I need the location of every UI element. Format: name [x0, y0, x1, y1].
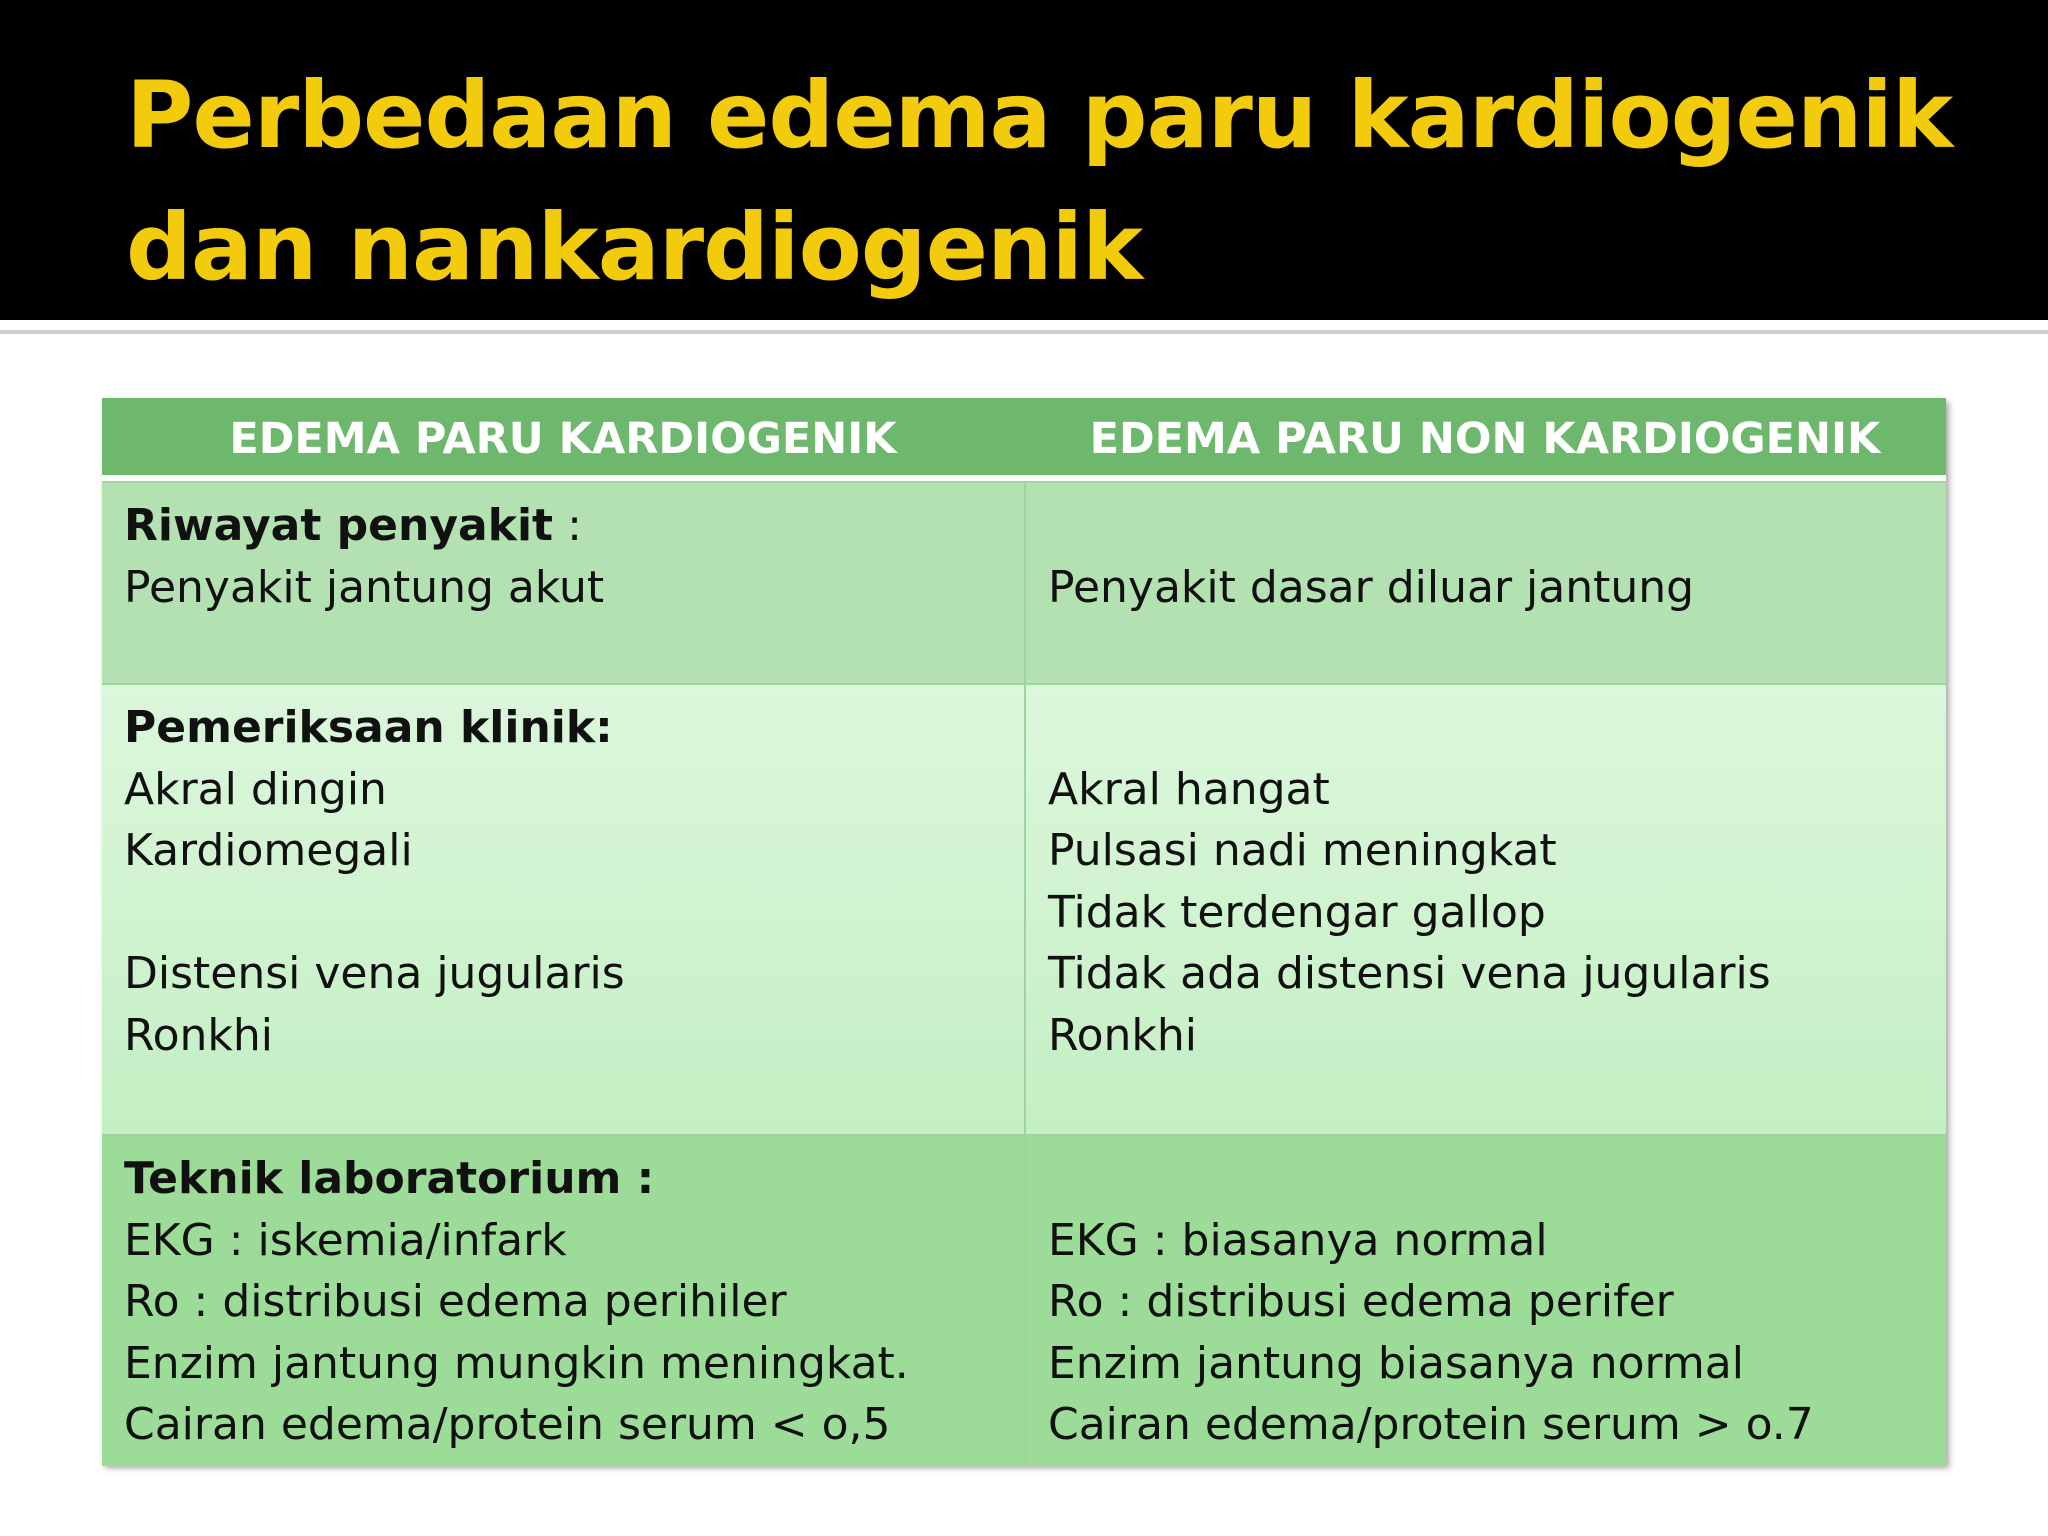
header-non-cardiogenic: EDEMA PARU NON KARDIOGENIK — [1089, 414, 1881, 464]
cell-line: Tidak terdengar gallop — [1048, 886, 1546, 938]
cell-cardiogenic-pemeriksaan — [102, 685, 1024, 1134]
slide-title-line-1: Perbedaan edema paru kardiogenik — [126, 62, 1953, 169]
cell-line: Distensi vena jugularis — [124, 948, 625, 999]
cell-line: EKG : iskemia/infark — [124, 1214, 567, 1266]
cell-line — [124, 882, 1004, 944]
table-row-laboratorium — [102, 1134, 1946, 1466]
slide-title-line-2: dan nankardiogenik — [126, 194, 1143, 301]
table-header — [102, 398, 1946, 481]
title-divider — [0, 330, 2048, 334]
comparison-table — [102, 398, 1946, 1464]
cell-line: Cairan edema/protein serum < o,5 — [124, 1399, 891, 1450]
header-cardiogenic: EDEMA PARU KARDIOGENIK — [229, 414, 897, 464]
cell-non-cardiogenic-riwayat — [1024, 483, 1946, 683]
cell-line: Ronkhi — [124, 1009, 273, 1061]
cell-line: EKG : biasanya normal — [1048, 1214, 1548, 1266]
cell-spacer-line — [1048, 1148, 1926, 1210]
title-bar — [0, 0, 2048, 320]
cell-heading-line — [124, 495, 1004, 557]
cell-heading: Pemeriksaan klinik: — [124, 702, 613, 753]
cell-heading-suffix: : — [553, 500, 582, 551]
cell-line: Tidak ada distensi vena jugularis — [1048, 948, 1771, 999]
cell-non-cardiogenic-pemeriksaan — [1024, 685, 1946, 1134]
table-row-riwayat — [102, 481, 1946, 683]
cell-cardiogenic-laboratorium — [102, 1136, 1024, 1466]
cell-spacer-line — [1048, 495, 1926, 557]
cell-line: Penyakit jantung akut — [124, 561, 605, 613]
cell-line: Akral dingin — [124, 763, 387, 815]
cell-cardiogenic-riwayat — [102, 483, 1024, 683]
slide-title — [126, 50, 2006, 314]
cell-line: Kardiomegali — [124, 825, 413, 876]
cell-non-cardiogenic-laboratorium — [1024, 1136, 1946, 1466]
cell-heading: Riwayat penyakit — [124, 500, 554, 551]
table-row-pemeriksaan — [102, 683, 1946, 1134]
cell-line: Ronkhi — [1048, 1009, 1197, 1061]
cell-spacer-line — [1048, 697, 1926, 759]
cell-line: Pulsasi nadi meningkat — [1048, 825, 1557, 876]
cell-line: Enzim jantung biasanya normal — [1048, 1337, 1744, 1389]
cell-line: Cairan edema/protein serum > o.7 — [1048, 1399, 1814, 1450]
cell-line: Ro : distribusi edema perihiler — [124, 1276, 787, 1327]
cell-line: Akral hangat — [1048, 763, 1330, 815]
cell-heading: Teknik laboratorium : — [124, 1153, 655, 1204]
cell-line: Enzim jantung mungkin meningkat. — [124, 1337, 909, 1389]
cell-line: Ro : distribusi edema perifer — [1048, 1276, 1674, 1327]
cell-line: Penyakit dasar diluar jantung — [1048, 561, 1695, 613]
